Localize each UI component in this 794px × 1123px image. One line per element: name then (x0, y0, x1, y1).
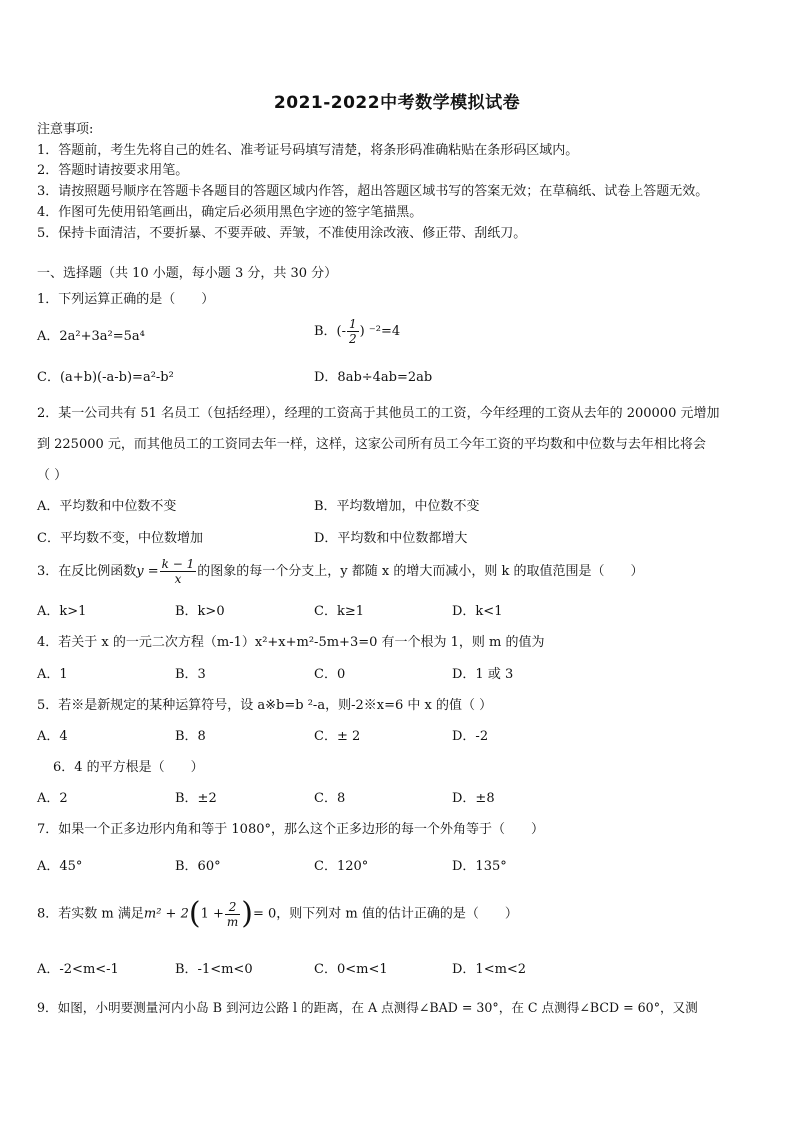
question-3-option-b: B．k>0 (175, 604, 225, 619)
question-3-option-a: A．k>1 (37, 604, 87, 619)
notice-item: 4．作图可先使用铅笔画出，确定后必须用黑色字迹的签字笔描黑。 (37, 205, 423, 220)
question-7-option-b: B．60° (175, 859, 221, 874)
question-9-stem: 9．如图，小明要测量河内小岛 B 到河边公路 l 的距离，在 A 点测得∠BAD = 30°，在 C 点测得∠BCD = 60°，又测 (37, 1000, 698, 1015)
question-2-option-c: C．平均数不变，中位数增加 (37, 531, 203, 546)
q8-suffix: ，则下列对 m 值的估计正确的是（ ） (276, 906, 518, 922)
notice-item: 1．答题前，考生先将自己的姓名、准考证号码填写清楚，将条形码准确粘贴在条形码区域内。 (37, 143, 579, 158)
question-5-option-c: C．± 2 (314, 729, 361, 744)
question-4-stem: 4．若关于 x 的一元二次方程（m-1）x²+x+m²-5m+3=0 有一个根为 1，则 m 的值为 (37, 635, 545, 650)
q8-prefix: 8．若实数 m 满足 (37, 906, 144, 922)
notice-item: 3．请按照题号顺序在答题卡各题目的答题区域内作答，超出答题区域书写的答案无效；在草稿纸、试卷上答题无效。 (37, 184, 709, 199)
left-paren: ( (188, 896, 201, 931)
question-4-option-b: B．3 (175, 667, 206, 682)
fraction-2-over-m (225, 900, 240, 929)
question-5-stem: 5．若※是新规定的某种运算符号，设 a※b=b ²-a，则-2※x=6 中 x 的值（ ） (37, 698, 493, 713)
question-5-option-a: A．4 (37, 729, 68, 744)
question-2-option-a: A．平均数和中位数不变 (37, 499, 177, 514)
question-5-option-b: B．8 (175, 729, 206, 744)
q3-prefix: 3．在反比例函数 (37, 564, 137, 579)
question-4-option-c: C．0 (314, 667, 346, 682)
fraction-numerator: 2 (228, 899, 237, 914)
fraction-numerator: 1 (349, 317, 357, 331)
fraction-denominator: 2 (349, 332, 357, 346)
right-paren: ) (241, 896, 253, 931)
notice-heading: 注意事项: (37, 122, 94, 137)
question-4-option-a: A．1 (37, 667, 68, 682)
question-4-option-d: D．1 或 3 (452, 667, 514, 682)
question-3-stem (37, 557, 643, 586)
notice-item: 5．保持卡面清洁，不要折暴、不要弄破、弄皱，不准使用涂改液、修正带、刮纸刀。 (37, 226, 527, 241)
question-6-option-d: D．±8 (452, 791, 495, 806)
question-8-option-b: B．-1<m<0 (175, 962, 253, 977)
question-8-option-c: C．0<m<1 (314, 962, 388, 977)
fraction-numerator: k − 1 (161, 557, 195, 571)
q8-expression-a: m² + 2 (143, 906, 189, 922)
question-1-option-d: D．8ab÷4ab=2ab (314, 370, 433, 385)
question-2-line: （ ） (37, 468, 68, 483)
fraction-denominator: m (226, 914, 239, 929)
question-8-option-d: D．1<m<2 (452, 962, 527, 977)
question-2-option-d: D．平均数和中位数都增大 (314, 531, 468, 546)
page-title: 2021-2022中考数学模拟试卷 (273, 93, 521, 113)
q3-variable: y = (136, 564, 159, 579)
question-2-line: 2．某一公司共有 51 名员工（包括经理），经理的工资高于其他员工的工资，今年经理的工资从去年的 200000 元增加 (37, 406, 720, 421)
question-6-option-b: B．±2 (175, 791, 217, 806)
question-1-stem: 1．下列运算正确的是（ ） (37, 292, 215, 307)
question-1-option-c: C．(a+b)(-a-b)=a²-b² (37, 370, 174, 385)
question-6-stem: 6．4 的平方根是（ ） (53, 760, 204, 775)
option-b-suffix: ) ⁻²=4 (359, 324, 401, 339)
question-1-option-a: A．2a²+3a²=5a⁴ (37, 329, 145, 344)
question-7-stem: 7．如果一个正多边形内角和等于 1080°，那么这个正多边形的每一个外角等于（ ） (37, 822, 544, 837)
question-7-option-c: C．120° (314, 859, 369, 874)
notice-item: 2．答题时请按要求用笔。 (37, 163, 189, 178)
question-6-option-a: A．2 (37, 791, 68, 806)
fraction-denominator: x (160, 571, 197, 586)
fraction-half (347, 317, 359, 346)
question-7-option-a: A．45° (37, 859, 83, 874)
question-8-stem (37, 896, 518, 931)
question-2-line: 到 225000 元，而其他员工的工资同去年一样，这样，这家公司所有员工今年工资的平均数和中位数与去年相比将会 (37, 437, 706, 452)
question-3-option-c: C．k≥1 (314, 604, 364, 619)
section-heading: 一、选择题（共 10 小题，每小题 3 分，共 30 分） (37, 266, 338, 281)
question-5-option-d: D．-2 (452, 729, 489, 744)
option-b-prefix: B．(- (314, 324, 347, 339)
q8-expression-c: = 0 (252, 906, 277, 922)
question-2-option-b: B．平均数增加，中位数不变 (314, 499, 480, 514)
question-3-option-d: D．k<1 (452, 604, 503, 619)
q3-suffix: 的图象的每一个分支上，y 都随 x 的增大而减小，则 k 的取值范围是（ ） (197, 564, 644, 579)
q8-expression-b: 1 + (200, 906, 224, 922)
question-8-option-a: A．-2<m<-1 (37, 962, 119, 977)
question-6-option-c: C．8 (314, 791, 346, 806)
question-7-option-d: D．135° (452, 859, 507, 874)
fraction-k-minus-1-over-x (160, 557, 197, 586)
question-1-option-b (314, 317, 400, 346)
